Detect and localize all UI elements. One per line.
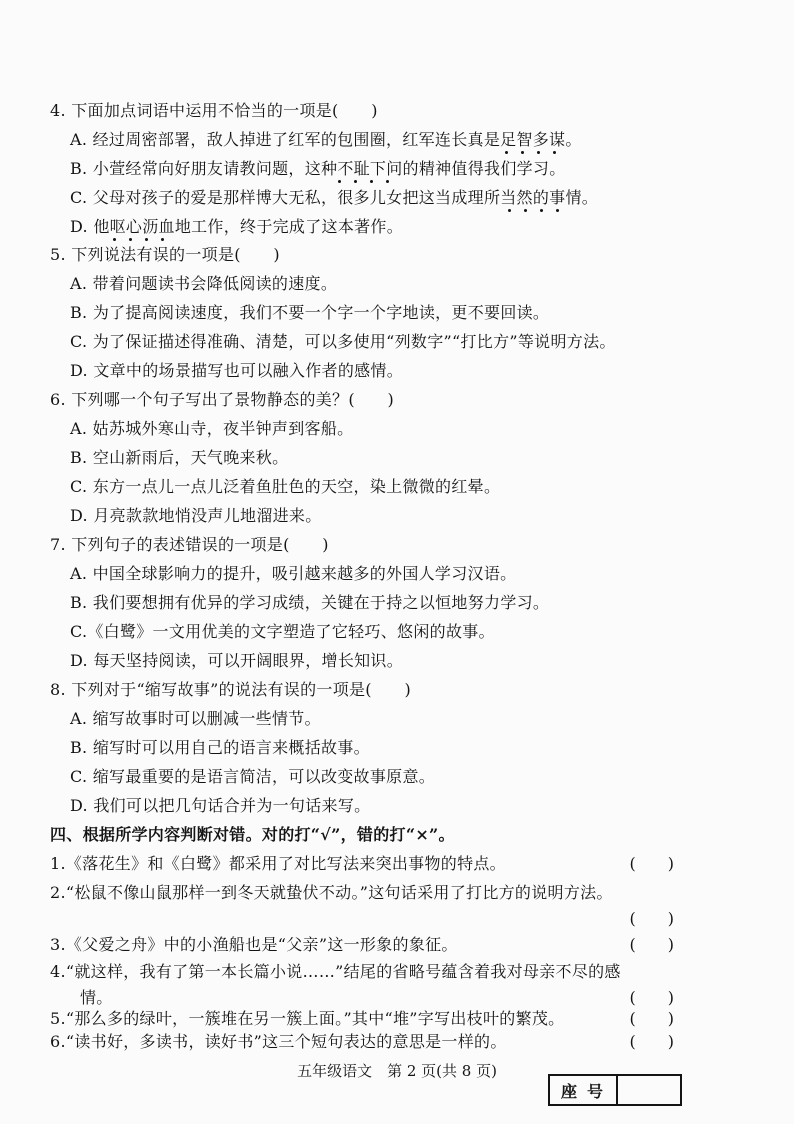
emphasis-dot <box>556 209 559 212</box>
q5-option-c: C. 为了保证描述得准确、清楚，可以多使用“列数字”“打比方”等说明方法。 <box>70 332 616 351</box>
answer-blank-5[interactable]: ( ) <box>629 1009 674 1028</box>
q6-option-d: D. 月亮款款地悄没声儿地溜进来。 <box>70 506 322 525</box>
answer-blank-4[interactable]: ( ) <box>629 988 674 1007</box>
q4-option-a: A. 经过周密部署，敌人掉进了红军的包围圈，红军连长真是足智多谋。 <box>70 130 582 149</box>
q8-option-b: B. 缩写时可以用自己的语言来概括故事。 <box>70 738 370 757</box>
q8-option-a: A. 缩写故事时可以删减一些情节。 <box>70 709 321 728</box>
emphasis-dot <box>113 238 116 241</box>
q6-option-a: A. 姑苏城外寒山寺，夜半钟声到客船。 <box>70 419 354 438</box>
emphasis-dot <box>540 209 543 212</box>
emphasis-dot <box>521 151 524 154</box>
q7-stem: 7. 下列句子的表述错误的一项是( ) <box>50 535 329 554</box>
q6-option-c: C. 东方一点儿一点儿泛着鱼肚色的天空，染上微微的红晕。 <box>70 477 501 496</box>
tf-item-6: 6.“读书好，多读书，读好书”这三个短句表达的意思是一样的。 <box>50 1032 507 1051</box>
q7-option-d: D. 每天坚持阅读，可以开阔眼界，增长知识。 <box>70 651 404 670</box>
tf-item-1: 1.《落花生》和《白鹭》都采用了对比写法来突出事物的特点。 <box>50 854 506 873</box>
tf-item-3: 3.《父爱之舟》中的小渔船也是“父亲”这一形象的象征。 <box>50 935 458 954</box>
emphasis-dot <box>145 238 148 241</box>
emphasis-dot <box>386 180 389 183</box>
answer-blank-6[interactable]: ( ) <box>629 1032 674 1051</box>
answer-blank-2[interactable]: ( ) <box>629 909 674 928</box>
q5-option-b: B. 为了提高阅读速度，我们不要一个字一个字地读，更不要回读。 <box>70 303 550 322</box>
q4-stem: 4. 下面加点词语中运用不恰当的一项是( ) <box>50 101 378 120</box>
seat-number-box <box>548 1074 682 1106</box>
tf-item-4-cont: 情。 <box>80 988 113 1007</box>
q8-option-c: C. 缩写最重要的是语言简洁，可以改变故事原意。 <box>70 767 436 786</box>
tf-item-2: 2.“松鼠不像山鼠那样一到冬天就蛰伏不动。”这句话采用了打比方的说明方法。 <box>50 883 613 902</box>
seat-number-field[interactable] <box>618 1076 680 1104</box>
emphasis-dot <box>370 180 373 183</box>
q4-option-c: C. 父母对孩子的爱是那样博大无私，很多儿女把这当成理所当然的事情。 <box>70 188 599 207</box>
emphasis-dot <box>508 209 511 212</box>
tf-item-4: 4.“就这样，我有了第一本长篇小说……”结尾的省略号蕴含着我对母亲不尽的感 <box>50 962 621 981</box>
q7-option-c: C.《白鹭》一文用优美的文字塑造了它轻巧、悠闲的故事。 <box>70 622 495 641</box>
emphasis-dot <box>161 238 164 241</box>
seat-label: 座号 <box>550 1076 618 1104</box>
q8-stem: 8. 下列对于“缩写故事”的说法有误的一项是( ) <box>50 680 411 699</box>
section-4-heading: 四、根据所学内容判断对错。对的打“√”，错的打“×”。 <box>50 825 455 844</box>
emphasis-dot <box>354 180 357 183</box>
q6-stem: 6. 下列哪一个句子写出了景物静态的美？( ) <box>50 390 395 409</box>
q4-option-b: B. 小萱经常向好朋友请教问题，这种不耻下问的精神值得我们学习。 <box>70 159 566 178</box>
answer-blank-3[interactable]: ( ) <box>629 935 674 954</box>
page-footer: 五年级语文 第 2 页(共 8 页) <box>297 1062 497 1080</box>
q4-option-d: D. 他呕心沥血地工作，终于完成了这本著作。 <box>70 217 404 236</box>
q6-option-b: B. 空山新雨后，天气晚来秋。 <box>70 448 289 467</box>
emphasis-dot <box>537 151 540 154</box>
emphasis-dot <box>129 238 132 241</box>
q5-option-a: A. 带着问题读书会降低阅读的速度。 <box>70 274 338 293</box>
emphasis-dot <box>553 151 556 154</box>
q7-option-a: A. 中国全球影响力的提升，吸引越来越多的外国人学习汉语。 <box>70 564 517 583</box>
q5-option-d: D. 文章中的场景描写也可以融入作者的感情。 <box>70 361 404 380</box>
q7-option-b: B. 我们要想拥有优异的学习成绩，关键在于持之以恒地努力学习。 <box>70 593 550 612</box>
emphasis-dot <box>505 151 508 154</box>
emphasis-dot <box>524 209 527 212</box>
tf-item-5: 5.“那么多的绿叶，一簇堆在另一簇上面。”其中“堆”字写出枝叶的繁茂。 <box>50 1009 565 1028</box>
answer-blank-1[interactable]: ( ) <box>629 854 674 873</box>
q5-stem: 5. 下列说法有误的一项是( ) <box>50 245 280 264</box>
emphasis-dot <box>338 180 341 183</box>
q8-option-d: D. 我们可以把几句话合并为一句话来写。 <box>70 796 371 815</box>
